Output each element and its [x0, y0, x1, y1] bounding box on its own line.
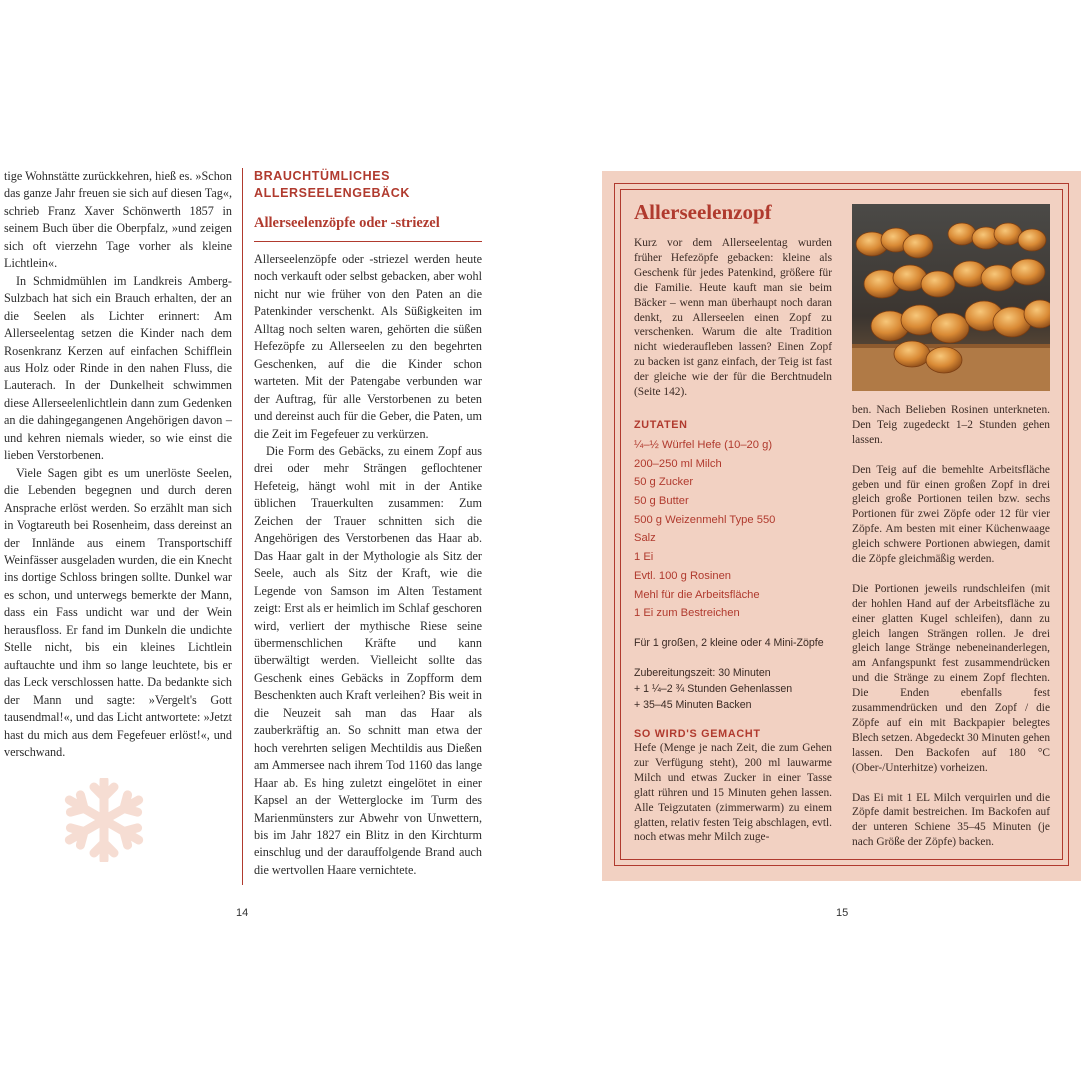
method-text: Das Ei mit 1 EL Milch verquirlen und die Zöpfe damit bestreichen. Im Backofen auf der unteren Schiene 35–45 Minuten (je nach Größe der Zöpfe) backen.	[852, 791, 1050, 849]
time-line: Zubereitungszeit: 30 Minuten	[634, 667, 771, 679]
ingredient-item: 200–250 ml Milch	[634, 457, 722, 470]
ingredients-heading: ZUTATEN	[634, 418, 688, 431]
ingredient-item: 1 Ei zum Bestreichen	[634, 607, 740, 620]
recipe-times	[634, 665, 832, 713]
page-number-right: 15	[836, 907, 849, 919]
page-number-left: 14	[236, 907, 249, 919]
method-text: Den Teig auf die bemehlte Arbeitsfläche geben und für einen großen Zopf in drei gleich große Portionen teilen bzw. sechs Portionen für zwei Zöpfe oder 12 für vier Zöpfe. Am besten mit einer Küchenwaage gleich schwere Portionen abwiegen, damit die Zöpfe gleichmäßig werden.	[852, 463, 1050, 566]
ingredient-item: 500 g Weizenmehl Type 550	[634, 513, 776, 526]
paragraph: In Schmidmühlen im Landkreis Amberg-Sulzbach hat sich ein Brauch erhalten, der an die Seelen als Lichter erinnert: Am Allerseelentag setzen die Kinder nach dem Rosenkranz Kerzen auf einfachen Schifflein aus Holz oder Rinde in den nahen Fluss, die Lauterach. In der Dunkelheit schwimmen diese Allerseelenlichtlein dann zum Gedenken an die dahingegangenen Angehörigen davon – und kehren niemals wieder, so wie einst die lieben Verstorbenen.	[4, 273, 232, 463]
method-heading: SO WIRD'S GEMACHT	[634, 728, 761, 740]
ingredient-item: 50 g Zucker	[634, 476, 694, 489]
snowflake-icon	[44, 778, 164, 862]
ingredient-item: Salz	[634, 532, 656, 545]
section-heading: BRAUCHTÜMLICHES ALLERSEELENGEBÄCK	[254, 169, 411, 200]
column-divider	[242, 168, 243, 885]
ingredient-item: ¼–½ Würfel Hefe (10–20 g)	[634, 438, 773, 451]
paragraph: Viele Sagen gibt es um unerlöste Seelen, die Lebenden begegnen und durch deren Ansprache erlöst werden. So erzählt man sich in Vogtareuth bei Rosenheim, dass dereinst an der Innlände aus einem Transportschiff Weinfässer ausgeladen wurden, die ein Knecht ins dortige Schloss bringen sollte. Dunkel war es schon, und unterwegs bemerkte der Mann, dass ein Fass undicht war und der Wein herausfloss. Er fand im Dunkeln die undichte Stelle nicht, bis ein kleines Lichtlein auftauchte und ihm so lange leuchtete, bis er das Leck verschlossen hatte. Da bedankte sich der Mann und sagte: »Vergelt's Gott tausendmal!«, und das Licht antwortete: »Jetzt hast du mich aus dem Fegefeuer erlöst!«, und verschwand.	[4, 465, 232, 759]
recipe-column-1	[634, 236, 832, 845]
time-line: + 1 ¼–2 ¾ Stunden Gehenlassen	[634, 683, 793, 695]
recipe-title: Allerseelenzopf	[634, 200, 772, 224]
recipe-column-2	[852, 403, 1050, 850]
paragraph: tige Wohnstätte zurückkehren, hieß es. »Schon das ganze Jahr freuen sie sich auf diesen Tag«, schrieb Franz Xaver Schönwerth 1857 in seinem Buch über die Oberpfalz, »und zeigen sich oft vierzehn Tage vorher als kleine Lichtlein«.	[4, 169, 232, 271]
ingredient-item: 1 Ei	[634, 551, 654, 564]
braided-bread-photo	[852, 204, 1050, 391]
method-text: Die Portionen jeweils rundschleifen (mit der hohlen Hand auf der Arbeitsfläche zu einer glatten Kugel schleifen), dann zu gleich langen Strängen rollen. Je drei gleich lange Stränge nebeneinanderlegen, am Anfangspunkt fest zusammendrücken und die Stränge zu einem Zopf flechten. Die Enden ebenfalls fest zusammendrücken und den Zopf / die Zöpfe auf ein mit Backpapier belegtes Blech setzen. Abgedeckt 30 Minuten gehen lassen. Den Backofen auf 180 °C (Ober-/Unterhitze) vorheizen.	[852, 582, 1051, 774]
left-page-column-2	[254, 168, 482, 879]
paragraph: Allerseelenzöpfe oder -striezel werden heute noch verkauft oder selbst gebacken, aber wohl nicht nur wie früher von den Paten an die Patenkinder verschenkt. Als Süßigkeiten im Alltag noch selten waren, gehörten die süßen Hefezöpfe zu Allerseelen zu den begehrten Geschenken, auf die die Kinder schon warteten. Mit der Patengabe verbunden war der Auftrag, für alle Verstorbenen zu beten und dereinst auch für die Geber, die Paten, um die Zeit im Fegefeuer zu verkürzen.	[254, 252, 482, 441]
ingredient-item: Mehl für die Arbeitsfläche	[634, 588, 760, 601]
recipe-intro: Kurz vor dem Allerseelentag wurden früher Hefezöpfe gebacken: kleine als Geschenk für jedes Patenkind, größere für die Familie. Heute kauft man sie beim Bäcker – wenn man überhaupt noch daran denkt, zu Allerseelen einen Zopf zu verschenken. Warum die alte Tradition nicht wiederaufleben lassen? Einen Zopf zu backen ist ganz einfach, der Teig ist fast der gleiche wie der für die Berchtnudeln (Seite 142).	[634, 237, 832, 399]
recipe-yield: Für 1 großen, 2 kleine oder 4 Mini-Zöpfe	[634, 637, 824, 649]
ingredients-list	[634, 436, 832, 623]
time-line: + 35–45 Minuten Backen	[634, 699, 752, 711]
subheading: Allerseelenzöpfe oder -striezel	[254, 214, 482, 242]
left-page-column-1	[4, 168, 232, 761]
method-text: ben. Nach Belieben Rosinen unterkneten. Den Teig zugedeckt 1–2 Stunden gehen lassen.	[852, 404, 1050, 446]
method-text: Hefe (Menge je nach Zeit, die zum Gehen zur Verfügung steht), 200 ml lauwarme Milch und etwas Zucker in einer Tasse glatt rühren und 15 Minuten gehen lassen. Alle Teigzutaten (zimmerwarm) zu einem glatten, relativ festen Teig abschlagen, evtl. noch etwas mehr Milch zuge-	[634, 742, 832, 844]
ingredient-item: 50 g Butter	[634, 495, 689, 508]
paragraph: Die Form des Gebäcks, zu einem Zopf aus drei oder mehr Strängen geflochtener Hefeteig, hängt wohl mit in der Antike üblichen Trauerkulten zusammen: Zum Zeichen der Trauer schnitten sich die Angehörigen des Verstorbenen das Haar ab. Das Haar galt in der Mythologie als Sitz der Seele, auch als Sitz der Kraft, wie die Legende von Samson im Alten Testament zeigt: Erst als er heimlich im Schlaf geschoren wird, verliert der mythische Riese seine übermenschlichen Kräfte und kann überwältigt werden. Vielleicht sollte das Geschenk eines Gebäcks in Zopfform dem Beschenkten auch Kraft verleihen? Bis weit in die Neuzeit sah man das Haar als zauberkräftig an. So schnitt man etwa der hoch verehrten seligen Mechtildis aus Dießen am Ammersee nach ihrem Tod 1160 das lange Haar ab. Es hing zuletzt eingelötet in einer Kapsel an der Wetterglocke im Turm des Marienmünsters zur Abwehr von Unwettern, bis im Jahr 1827 ein Blitz in den Kirchturm einschlug und der darauffolgende Brand auch die wertvollen Haare vernichtete.	[254, 443, 482, 877]
ingredient-item: Evtl. 100 g Rosinen	[634, 569, 732, 582]
